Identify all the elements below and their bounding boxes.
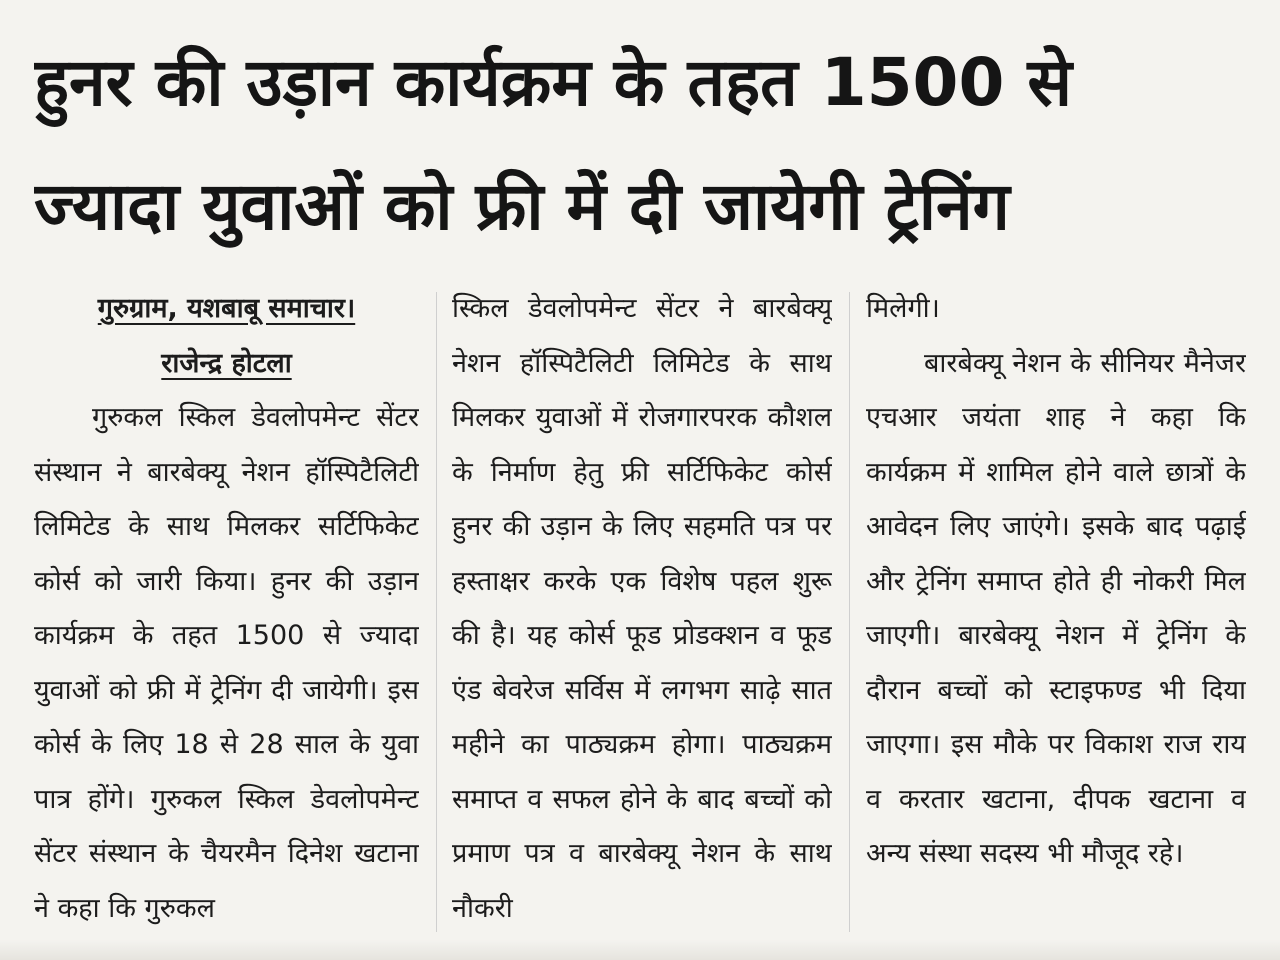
article-column-1 — [34, 282, 419, 942]
headline-line-1: हुनर की उड़ान कार्यक्रम के तहत 1500 से — [34, 44, 1072, 121]
column-3-body-start: मिलेगी। — [866, 293, 940, 324]
column-1-body: गुरुकल स्किल डेवलोपमेन्ट सेंटर संस्थान ने बारबेक्यू नेशन हॉस्पिटैलिटी लिमिटेड के साथ मिलकर सर्टिफिकेट कोर्स को जारी किया। हुनर की उड़ान कार्यक्रम के तहत 1500 से ज्यादा युवाओं को फ्री में ट्रेनिंग दी जायेगी। इस कोर्स के लिए 18 से 28 साल के युवा पात्र होंगे। गुरुकल स्किल डेवलोपमेन्ट सेंटर संस्थान के चैयरमैन दिनेश खटाना ने कहा कि गुरुकल — [34, 402, 419, 924]
column-divider-1 — [436, 292, 437, 932]
column-divider-2 — [849, 292, 850, 932]
article-column-3 — [866, 282, 1246, 942]
headline — [34, 22, 1254, 270]
dateline: गुरुग्राम, यशबाबू समाचार। — [97, 293, 356, 324]
article-column-2 — [452, 282, 832, 942]
column-3-body: बारबेक्यू नेशन के सीनियर मैनेजर एचआर जयंता शाह ने कहा कि कार्यक्रम में शामिल होने वाले छात्रों के आवेदन लिए जाएंगे। इसके बाद पढ़ाई और ट्रेनिंग समाप्त होते ही नोकरी मिल जाएगी। बारबेक्यू नेशन में ट्रेनिंग के दौरान बच्चों को स्टाइफण्ड भी दिया जाएगा। इस मौके पर विकाश राज राय व करतार खटाना, दीपक खटाना व अन्य संस्था सदस्य भी मौजूद रहे। — [866, 347, 1246, 869]
headline-line-2: ज्यादा युवाओं को फ्री में दी जायेगी ट्रेनिंग — [34, 168, 1010, 245]
column-2-body: स्किल डेवलोपमेन्ट सेंटर ने बारबेक्यू नेशन हॉस्पिटैलिटी लिमिटेड के साथ मिलकर युवाओं में रोजगारपरक कौशल के निर्माण हेतु फ्री सर्टिफिकेट कोर्स हुनर की उड़ान के लिए सहमति पत्र पर हस्ताक्षर करके एक विशेष पहल शुरू की है। यह कोर्स फूड प्रोडक्शन व फूड एंड बेवरेज सर्विस में लगभग साढ़े सात महीने का पाठ्यक्रम होगा। पाठ्यक्रम समाप्त व सफल होने के बाद बच्चों को प्रमाण पत्र व बारबेक्यू नेशन के साथ नौकरी — [452, 293, 832, 924]
byline: राजेन्द्र होटला — [161, 347, 292, 379]
next-headline-edge — [0, 940, 1280, 960]
